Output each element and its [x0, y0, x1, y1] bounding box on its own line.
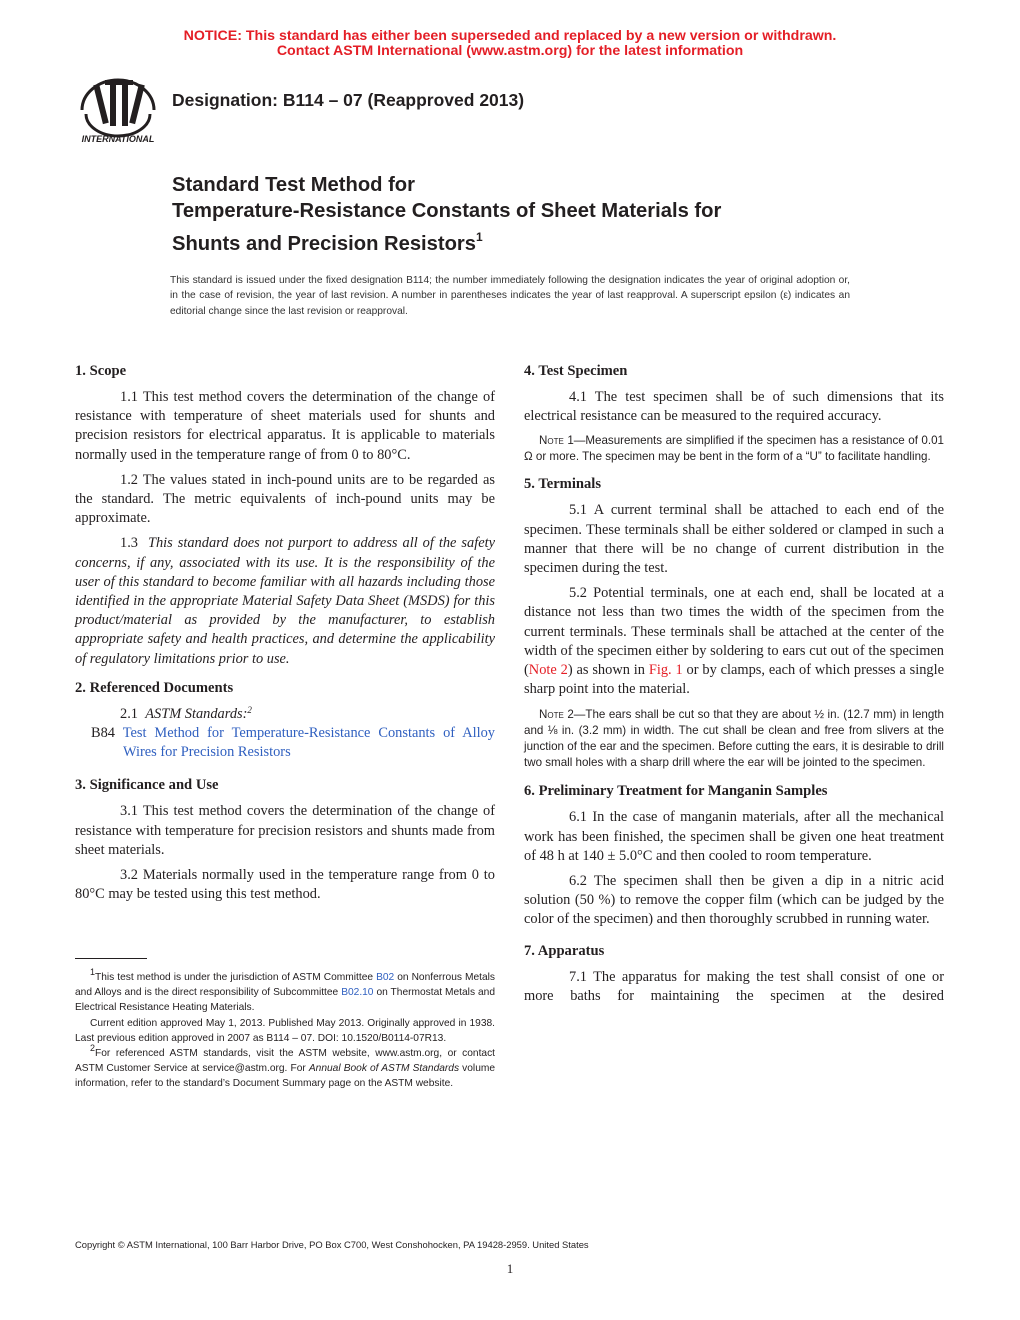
footnote-ref-2: 2: [247, 704, 252, 715]
designation: Designation: B114 – 07 (Reapproved 2013): [172, 90, 525, 110]
footnote-1-text-c: on Thermostat Metals and Electrical Resistance Heating Materials.: [75, 987, 495, 1014]
section-1-heading: 1. Scope: [75, 363, 127, 379]
para-7-1: 7.1 The apparatus for making the test shall consist of one or more baths for maintaining the specimen at the desired: [524, 968, 944, 1004]
para-4-1: 4.1 The test specimen shall be of such dimensions that its electrical resistance can be measured to the required accuracy.: [524, 389, 944, 425]
footnote-2-mark: 2: [90, 1043, 96, 1054]
title-line-3: [172, 224, 932, 258]
note-2: [524, 707, 944, 771]
footnote-divider: [75, 958, 147, 959]
para-1-3-num: 1.3: [120, 535, 138, 552]
note-2-text: —The ears shall be cut so that they are about ½ in. (12.7 mm) in length and ⅛ in. (3.2 mm) in width. The cut shall be clean and free from slivers at the junction of the ear and the specimen. Before cutting the ears, it is desirable to drill two small holes with a sharp drill where the ear will be jointed to the specimen.: [524, 708, 944, 770]
section-3-heading: 3. Significance and Use: [75, 777, 219, 794]
title-line-3-text: Shunts and Precision Resistors: [172, 233, 477, 255]
para-2-1: [75, 705, 495, 724]
note-1: [524, 433, 944, 465]
title-line-1: Standard Test Method for: [172, 174, 415, 196]
footnote-2-italic: Annual Book of ASTM Standards: [308, 1063, 460, 1075]
para-5-2: [524, 584, 944, 699]
footnote-link-b02-10[interactable]: B02.10: [341, 987, 374, 999]
section-7-heading: 7. Apparatus: [524, 942, 605, 959]
para-5-1: 5.1 A current terminal shall be attached to each end of the specimen. These terminals shall be either soldered or clamped in such a manner that there will be no change of current distribution in the specimen during the test.: [524, 502, 944, 577]
astm-logo: [72, 70, 164, 146]
para-5-2-text-a: 5.2 Potential terminals, one at each end, shall be located at a distance not less than two times the width of the specimen from the current terminals. These terminals shall be attached at the center of the width of the specimen either by soldering to ears cut out of the specimen (: [524, 585, 944, 679]
copyright: Copyright © ASTM International, 100 Barr Harbor Drive, PO Box C700, West Conshohocken, PA 19428-2959. United States: [75, 1239, 589, 1250]
right-column: [524, 362, 944, 1006]
para-1-3: [75, 534, 495, 668]
note-1-text: —Measurements are simplified if the specimen has a resistance of 0.01 Ω or more. The specimen may be bent in the form of a “U” to facilitate handling.: [524, 434, 944, 464]
para-1-1: 1.1 This test method covers the determination of the change of resistance with temperature of sheet materials used for shunts and precision resistors for electrical apparatus. It is applicable to materials normally used in the temperature range of from 0 to 80°C.: [75, 389, 495, 463]
title-line-2: Temperature-Resistance Constants of Sheet Materials for: [172, 200, 722, 222]
para-5-2-text-c: or by clamps, each of which presses a single sharp point into the material.: [524, 662, 944, 698]
notice-line-1: NOTICE: This standard has either been superseded and replaced by a new version or withdrawn.: [183, 28, 837, 44]
logo-subtext: INTERNATIONAL: [81, 134, 155, 144]
title-footnote-mark: 1: [476, 230, 483, 244]
link-fig-1[interactable]: Fig. 1: [648, 662, 683, 679]
reference-b84: [91, 724, 495, 762]
note-2-label: Note 2: [539, 708, 574, 722]
footnote-1-text-b: on Nonferrous Metals and Alloys and is the direct responsibility of Subcommittee: [75, 972, 495, 999]
para-1-3-text: This standard does not purport to address all of the safety concerns, if any, associated with its use. It is the responsibility of the user of this standard to become familiar with all hazards including those identified in the appropriate Material Safety Data Sheet (MSDS) for this product/material as provided by the manufacturer, to establish appropriate safety and health practices, and determine the applicability of regulatory limitations prior to use.: [75, 535, 495, 667]
section-4-heading: 4. Test Specimen: [524, 363, 628, 379]
footnotes: [75, 967, 496, 1092]
left-column: [75, 362, 495, 904]
footnote-2-text-b: volume information, refer to the standard’s Document Summary page on the ASTM website.: [75, 1063, 496, 1090]
footnote-1: [75, 967, 495, 1016]
section-2-heading: 2. Referenced Documents: [75, 679, 234, 696]
para-3-2: 3.2 Materials normally used in the temperature range from 0 to 80°C may be tested using this test method.: [75, 867, 495, 903]
para-2-1-text: ASTM Standards:: [145, 705, 248, 722]
astm-logo-icon: [72, 70, 164, 146]
section-6-heading: 6. Preliminary Treatment for Manganin Samples: [524, 783, 828, 800]
footnote-1-text-a: This test method is under the jurisdiction of ASTM Committee: [95, 972, 377, 983]
footnote-1-mark: 1: [90, 967, 96, 977]
notice-line-2: Contact ASTM International (www.astm.org) for the latest information: [276, 43, 744, 59]
preamble: This standard is issued under the fixed designation B114; the number immediately following the designation indicates the year of original adoption or, in the case of revision, the year of last revision. A number in parentheses indicates the year of last reapproval. A superscript epsilon (ε) indicates an editorial change since the last revision or reapproval.: [170, 275, 850, 317]
para-6-2: 6.2 The specimen shall then be given a dip in a nitric acid solution (50 %) to remove the copper film (which can be judged by the color of the specimen) and then thoroughly scrubbed in running water.: [524, 873, 944, 928]
link-note-2[interactable]: Note 2: [528, 662, 568, 679]
page-number: 1: [506, 1261, 514, 1276]
para-6-1: 6.1 In the case of manganin materials, after all the mechanical work has been finished, the specimen shall be given one heat treatment of 48 h at 140 ± 5.0°C and then cooled to room temperature.: [524, 809, 944, 864]
footnote-link-b02[interactable]: B02: [376, 972, 395, 983]
para-2-1-num: 2.1: [120, 705, 138, 722]
footnote-2-text-a: For referenced ASTM standards, visit the ASTM website, www.astm.org, or contact ASTM Customer Service at service@astm.org. For: [75, 1048, 495, 1075]
reference-link-b84[interactable]: Test Method for Temperature-Resistance Constants of Alloy Wires for Precision Resistors: [122, 725, 495, 761]
section-5-heading: 5. Terminals: [524, 476, 602, 493]
footnote-2: [75, 1043, 496, 1092]
para-1-2: 1.2 The values stated in inch-pound units are to be regarded as the standard. The metric equivalents of inch-pound units may be approximate.: [75, 471, 495, 527]
para-3-1: 3.1 This test method covers the determination of the change of resistance with temperature for precision resistors and shunts made from sheet materials.: [75, 803, 495, 858]
note-1-label: Note 1: [539, 434, 574, 448]
footnote-1-edition: Current edition approved May 1, 2013. Published May 2013. Originally approved in 1938. Last previous edition approved in 2007 as B114 – 07. DOI: 10.1520/B0114-07R13.: [75, 1017, 495, 1044]
reference-code: B84: [91, 725, 115, 742]
para-5-2-text-b: ) as shown in: [567, 662, 649, 679]
